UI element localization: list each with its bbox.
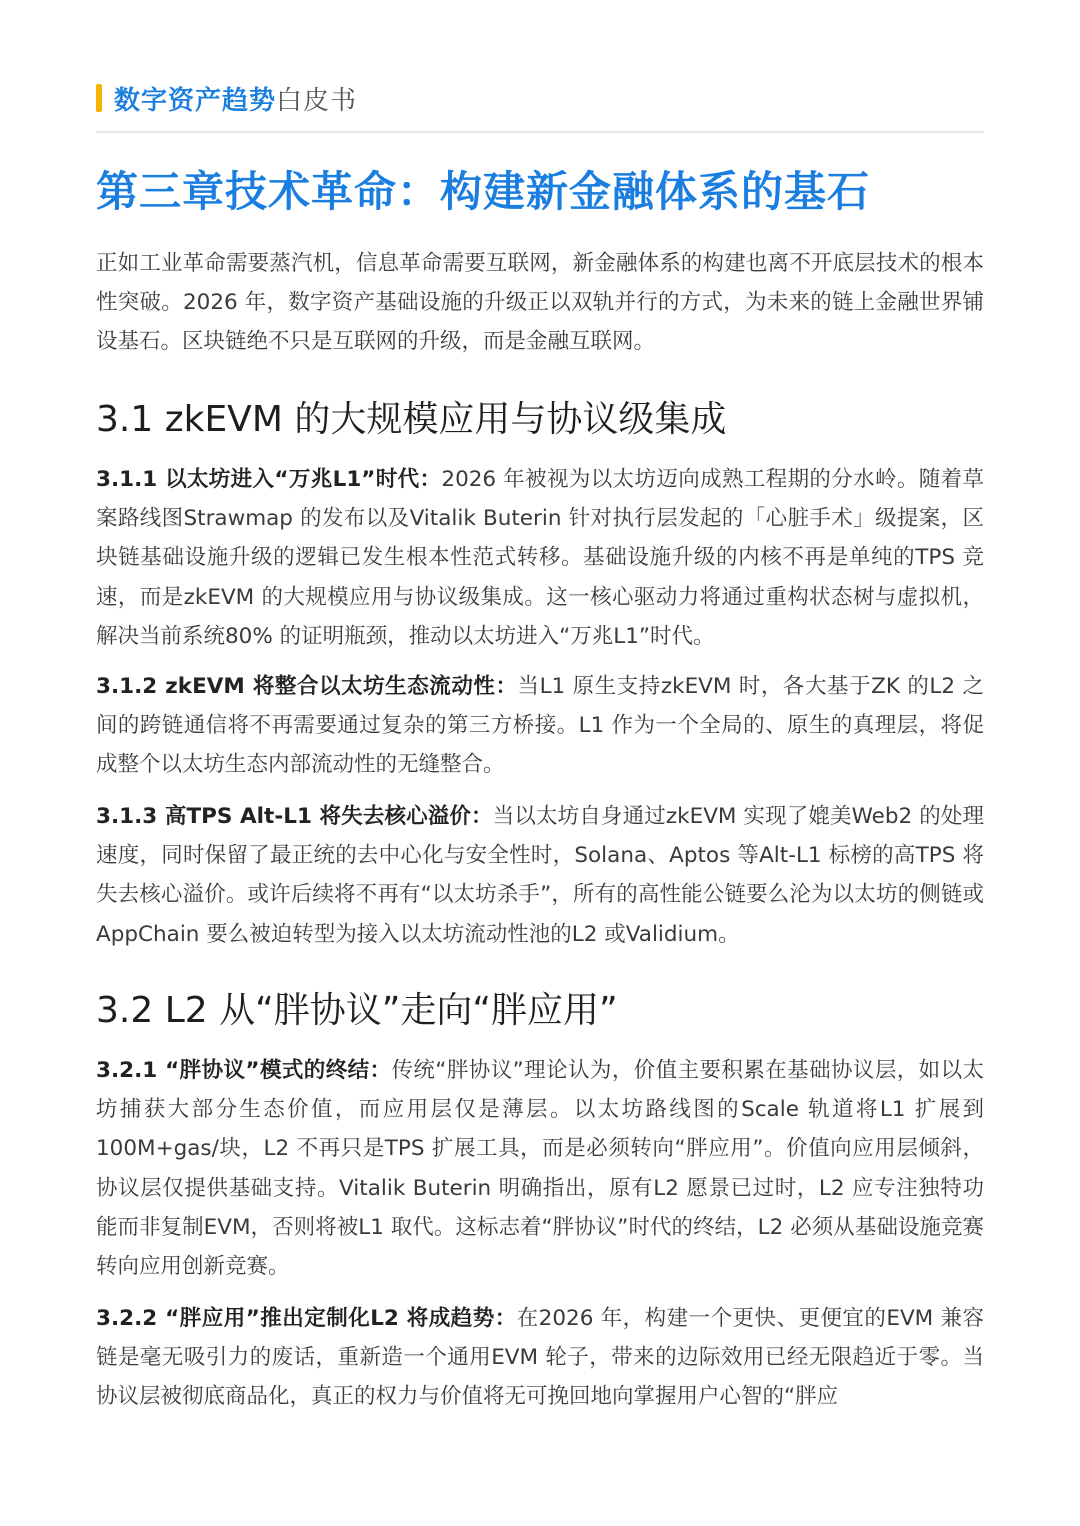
header-title (114, 80, 357, 117)
paragraph-lead: 3.1.2 zkEVM 将整合以太坊生态流动性： (96, 674, 518, 699)
paragraph-body: 当以太坊自身通过zkEVM 实现了媲美Web2 的处理速度，同时保留了最正统的去中心化与安全性时，Solana、Aptos 等Alt-L1 标榜的高TPS 将失去核心溢价。或许后续将不再有“以太坊杀手”，所有的高性能公链要么沦为以太坊的侧链或AppChain 要么被迫转型为接入以太坊流动性池的L2 或Validium。 (96, 804, 984, 947)
paragraph-3-1-1 (96, 460, 984, 656)
paragraph-3-2-2 (96, 1299, 984, 1417)
header-divider (96, 131, 984, 133)
intro-paragraph: 正如工业革命需要蒸汽机，信息革命需要互联网，新金融体系的构建也离不开底层技术的根本性突破。2026 年，数字资产基础设施的升级正以双轨并行的方式，为未来的链上金融世界铺设基石。区块链绝不只是互联网的升级，而是金融互联网。 (96, 251, 984, 355)
paragraph-3-1-3 (96, 797, 984, 954)
paragraph-lead: 3.2.2 “胖应用”推出定制化L2 将成趋势： (96, 1306, 517, 1331)
paragraph-lead: 3.1.1 以太坊进入“万兆L1”时代： (96, 467, 442, 492)
paragraph-body: 2026 年被视为以太坊迈向成熟工程期的分水岭。随着草案路线图Strawmap 的发布以及Vitalik Buterin 针对执行层发起的「心脏手术」级提案，区块链基础设施升级的逻辑已发生根本性范式转移。基础设施升级的内核不再是单纯的TPS 竞速，而是zkEVM 的大规模应用与协议级集成。这一核心驱动力将通过重构状态树与虚拟机，解决当前系统80% 的证明瓶颈，推动以太坊进入“万兆L1”时代。 (96, 467, 984, 649)
paragraph-lead: 3.1.3 高TPS Alt-L1 将失去核心溢价： (96, 804, 493, 829)
section-heading-3-2: 3.2 L2 从“胖协议”走向“胖应用” (96, 990, 618, 1031)
header-accent-bar (96, 84, 102, 112)
paragraph-lead: 3.2.1 “胖协议”模式的终结： (96, 1058, 392, 1083)
section-heading-3-1: 3.1 zkEVM 的大规模应用与协议级集成 (96, 399, 727, 440)
document-header (96, 80, 357, 116)
chapter-title: 第三章技术革命：构建新金融体系的基石 (96, 167, 871, 216)
header-title-bold: 数字资产趋势 (114, 85, 277, 116)
paragraph-body: 在2026 年，构建一个更快、更便宜的EVM 兼容链是毫无吸引力的废话，重新造一个通用EVM 轮子，带来的边际效用已经无限趋近于零。当协议层被彻底商品化，真正的权力与价值将无可挽回地向掌握用户心智的“胖应 (96, 1306, 984, 1410)
paragraph-3-2-1 (96, 1051, 984, 1286)
paragraph-body: 传统“胖协议”理论认为，价值主要积累在基础协议层，如以太坊捕获大部分生态价值，而应用层仅是薄层。以太坊路线图的Scale 轨道将L1 扩展到100M+gas/块，L2 不再只是TPS 扩展工具，而是必须转向“胖应用”。价值向应用层倾斜，协议层仅提供基础支持。Vitalik Buterin 明确指出，原有L2 愿景已过时，L2 应专注独特功能而非复制EVM，否则将被L1 取代。这标志着“胖协议”时代的终结，L2 必须从基础设施竞赛转向应用创新竞赛。 (96, 1058, 984, 1280)
header-title-light: 白皮书 (276, 85, 358, 116)
paragraph-3-1-2 (96, 667, 984, 785)
paragraph-body: 当L1 原生支持zkEVM 时，各大基于ZK 的L2 之间的跨链通信将不再需要通过复杂的第三方桥接。L1 作为一个全局的、原生的真理层，将促成整个以太坊生态内部流动性的无缝整合。 (96, 674, 984, 778)
